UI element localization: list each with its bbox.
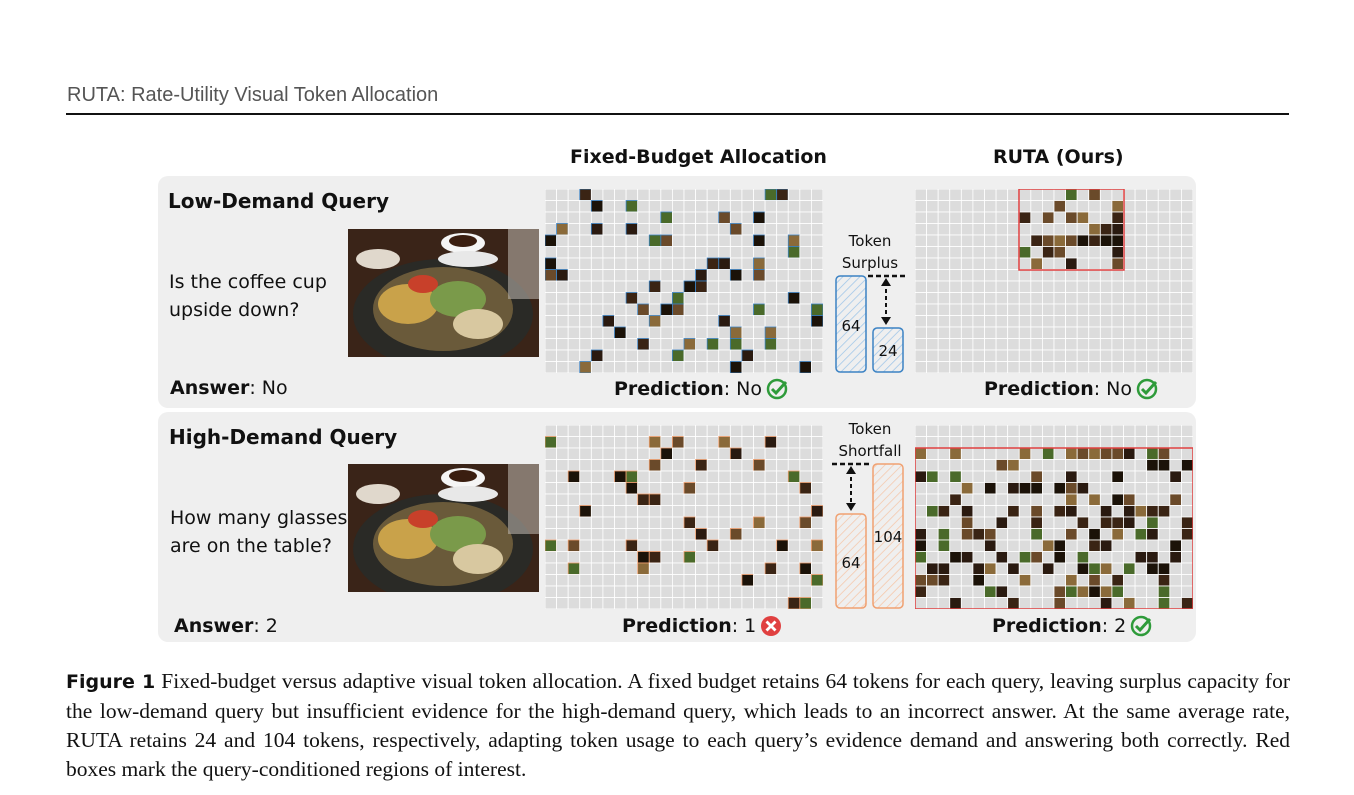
low-ruta-token-grid	[915, 189, 1193, 373]
cross-icon	[760, 615, 782, 637]
low-ruta-bar-value: 24	[878, 342, 898, 360]
running-header: RUTA: Rate-Utility Visual Token Allocation	[67, 84, 439, 106]
food-photo-image	[348, 464, 539, 592]
high-token-note: Token Shortfall	[838, 420, 902, 460]
low-question: Is the coffee cup upside down?	[169, 271, 327, 321]
high-fixed-token-grid	[545, 425, 823, 609]
low-fixed-prediction: Prediction: No	[614, 378, 788, 400]
high-fixed-prediction: Prediction: 1	[622, 615, 782, 637]
low-token-bars	[830, 272, 910, 377]
caption-text: Fixed-budget versus adaptive visual token allocation. A fixed budget retains 64 tokens for each query, leaving surplus capacity for the low-demand query but insufficient evidence for the high-demand query, which leads to an incorrect answer. At the same average rate, RUTA retains 24 and 104 tokens, respectively, adapting token usage to each query’s evidence demand and answering both correctly. Red boxes mark the query-conditioned regions of interest.	[66, 669, 1290, 781]
check-icon	[1136, 378, 1158, 400]
low-ruta-prediction: Prediction: No	[984, 378, 1158, 400]
figure-label: Figure 1	[66, 671, 156, 693]
high-fixed-bar-value: 64	[841, 554, 861, 572]
fixed-column-title: Fixed-Budget Allocation	[570, 146, 827, 168]
check-icon	[766, 378, 788, 400]
high-answer: Answer: 2	[174, 615, 278, 637]
low-token-note: Token Surplus	[841, 232, 899, 272]
low-answer: Answer: No	[170, 377, 288, 399]
high-question: How many glasses are on the table?	[170, 507, 348, 557]
low-fixed-token-grid	[545, 189, 823, 373]
low-query-title: Low-Demand Query	[168, 189, 389, 213]
high-photo	[348, 464, 539, 592]
food-photo-image	[348, 229, 539, 357]
ruta-column-title: RUTA (Ours)	[993, 146, 1124, 168]
high-query-title: High-Demand Query	[169, 425, 398, 449]
high-ruta-bar-value: 104	[873, 528, 903, 546]
check-icon	[1130, 615, 1152, 637]
high-ruta-token-grid	[915, 425, 1193, 609]
high-token-bars	[830, 460, 910, 612]
header-rule	[66, 113, 1289, 115]
figure-caption	[66, 667, 1290, 784]
high-ruta-prediction: Prediction: 2	[992, 615, 1152, 637]
low-photo	[348, 229, 539, 357]
low-fixed-bar-value: 64	[841, 317, 861, 335]
